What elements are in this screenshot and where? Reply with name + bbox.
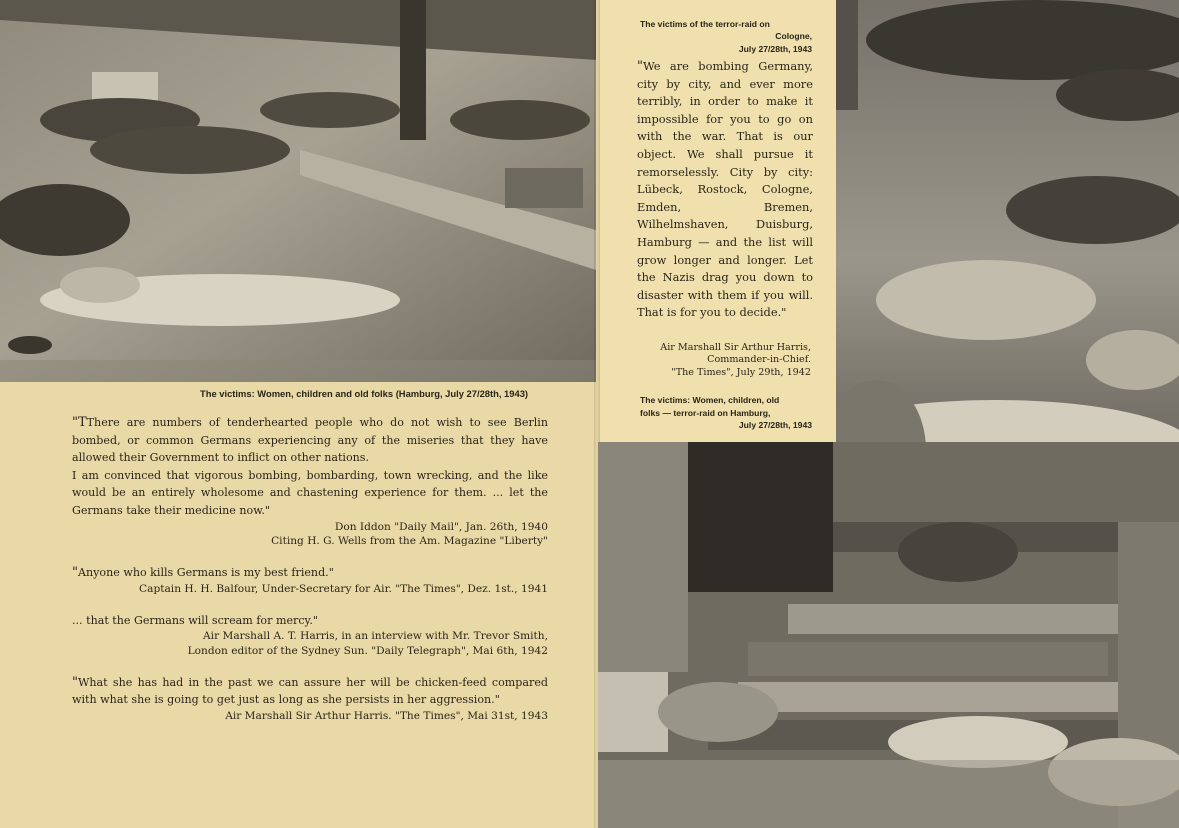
source-line: Commander-in-Chief. [707, 354, 811, 366]
quote-paragraph: "What she has had in the past we can assure her will be chicken-feed compared with what she is going to get just as long as she persists in her aggression." [72, 674, 548, 707]
caption-line: The victims of the terror-raid on [640, 19, 770, 29]
quotes-column [72, 414, 548, 723]
quote-text: What she has had in the past we can assure her will be chicken-feed compared with what she is going to get just as long as she persists in her aggression." [72, 675, 548, 707]
quote-paragraph: I am convinced that vigorous bombing, bombarding, town wrecking, and the like would be an entirely wholesome and chastening experience for them. ... let the Germans take their medicine now." [72, 468, 548, 517]
photo-caption-hamburg-right [640, 394, 812, 432]
quote-paragraph: "TThere are numbers of tenderhearted people who do not wish to see Berlin bombed, or common Germans experiencing any of the miseries that they have allowed their Government to inflict on other nations. [72, 415, 548, 465]
quote-text: There are numbers of tenderhearted people who do not wish to see Berlin bombed, or common Germans experiencing any of the miseries that they have allowed their Government to inflict on other nations. [72, 416, 548, 465]
quote-source: Air Marshall A. T. Harris, in an interview with Mr. Trevor Smith, [203, 630, 548, 643]
photo-hamburg-street-victims [0, 0, 596, 382]
photo-caption-cologne [640, 18, 812, 55]
caption-line: folks — terror-raid on Hamburg, [640, 407, 771, 418]
photo-caption-hamburg: The victims: Women, children and old folks (Hamburg, July 27/28th, 1943) [200, 388, 529, 399]
quote-paragraph: "Anyone who kills Germans is my best friend." [72, 564, 334, 580]
source-line: Air Marshall Sir Arthur Harris, [660, 342, 811, 353]
photo-cologne-victims [836, 0, 1179, 518]
quote-source: Citing H. G. Wells from the Am. Magazine "Liberty" [271, 534, 548, 547]
photo-hamburg-stairway-victims [598, 442, 1179, 828]
caption-line: July 27/28th, 1943 [738, 420, 812, 431]
quote-source: London editor of the Sydney Sun. "Daily Telegraph", Mai 6th, 1942 [187, 644, 548, 657]
harris-quote: "We are bombing Germany, city by city, and ever more terribly, in order to make it impossible for you to go on with the war. That is our object. We shall pursue it remorselessly. City by city: Lübeck, Rostock, Cologne, Emden, Bremen, Wilhelmshaven, Duisburg, Hamburg — and the list will grow longer and longer. Let the Nazis drag you down to disaster with them if you will. That is for you to decide." [637, 59, 813, 320]
quote-paragraph: ... that the Germans will scream for mercy." [72, 613, 318, 627]
caption-line: Cologne, [775, 31, 812, 42]
quote-source: Air Marshall Sir Arthur Harris. "The Times", Mai 31st, 1943 [225, 709, 548, 722]
source-line: "The Times", July 29th, 1942 [671, 366, 811, 378]
caption-line: July 27/28th, 1943 [738, 43, 812, 54]
quote-text: Anyone who kills Germans is my best friend." [77, 565, 334, 579]
quote-text: We are bombing Germany, city by city, and ever more terribly, in order to make it impossible for you to go on with the war. That is our object. We shall pursue it remorselessly. City by city: Lübeck, Rostock, Cologne, Emden, Bremen, Wilhelmshaven, Duisburg, Hamburg — and the list will grow longer and longer. Let the Nazis drag you down to disaster with them if you will. That is for you to decide." [637, 59, 813, 320]
quote-source: Don Iddon "Daily Mail", Jan. 26th, 1940 [334, 520, 548, 533]
middle-text-panel [600, 0, 836, 442]
harris-quote-source [637, 342, 811, 379]
caption-line: The victims: Women, children, old [640, 395, 780, 405]
quote-source: Captain H. H. Balfour, Under-Secretary for Air. "The Times", Dez. 1st., 1941 [139, 582, 548, 595]
